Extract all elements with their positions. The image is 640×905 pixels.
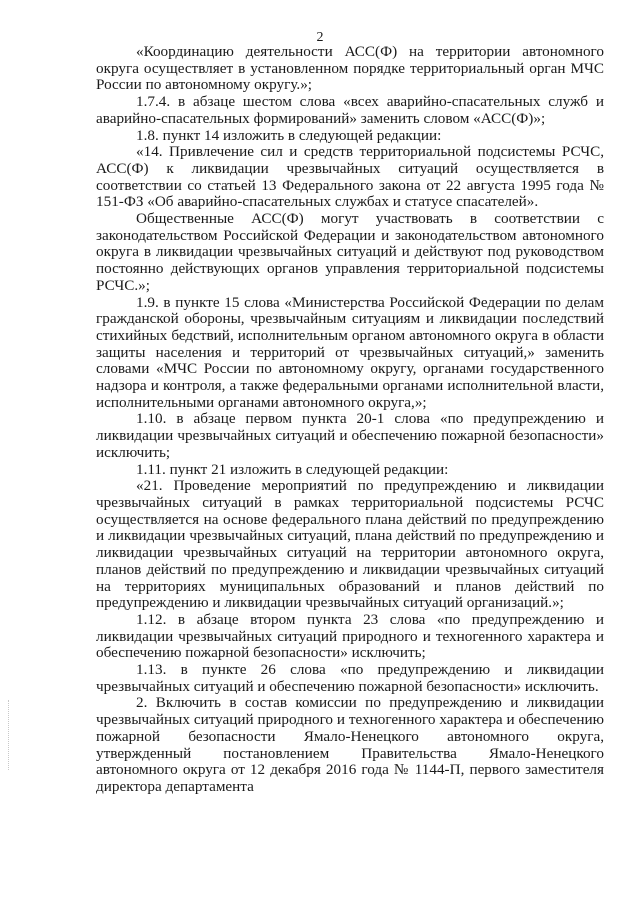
page-number: 2 <box>316 30 324 45</box>
paragraph: 1.7.4. в абзаце шестом слова «всех аварийно-спасательных служб и аварийно-спасательных формирований» заменить словом «АСС(Ф)»; <box>96 93 604 127</box>
paragraph: 1.9. в пункте 15 слова «Министерства Российской Федерации по делам гражданской обороны, чрезвычайным ситуациям и ликвидации последствий стихийных бедствий, исполнительным органом автономного округа в области защиты населения и территорий от чрезвычайных ситуаций,» заменить словами «МЧС России по автономному округу, органами государственного надзора и контроля, а также федеральными органами исполнительной власти, исполнительными органами автономного округа,»; <box>96 293 604 411</box>
paragraph: 2. Включить в состав комиссии по предупреждению и ликвидации чрезвычайных ситуаций природного и техногенного характера и обеспечению пожарной безопасности Ямало-Ненецкого автономного округа, утвержденный постановлением Правительства Ямало-Ненецкого автономного округа от 12 декабря 2016 года № 1144-П, первого заместителя директора департамента <box>96 694 604 795</box>
paragraph: 1.10. в абзаце первом пункта 20-1 слова «по предупреждению и ликвидации чрезвычайных ситуаций и обеспечению пожарной безопасности» исключить; <box>96 410 604 461</box>
paragraph: Общественные АСС(Ф) могут участвовать в соответствии с законодательством Российской Федерации и законодательством автономного округа в ликвидации чрезвычайных ситуаций и действуют под руководством постоянно действующих органов управления территориальной подсистемы РСЧС.»; <box>96 210 604 294</box>
paragraph: 1.12. в абзаце втором пункта 23 слова «по предупреждению и ликвидации чрезвычайных ситуаций природного и техногенного характера и обеспечению пожарной безопасности» исключить; <box>96 610 604 662</box>
scan-margin-marks <box>8 700 11 770</box>
paragraph: 1.8. пункт 14 изложить в следующей редакции: <box>136 126 442 144</box>
paragraph: 1.11. пункт 21 изложить в следующей редакции: <box>136 460 449 478</box>
paragraph: «Координацию деятельности АСС(Ф) на территории автономного округа осуществляет в установленном порядке территориальный орган МЧС России по автономному округу.»; <box>96 43 604 94</box>
paragraph: 1.13. в пункте 26 слова «по предупреждению и ликвидации чрезвычайных ситуаций и обеспечению пожарной безопасности» исключить. <box>96 661 604 695</box>
document-body <box>96 44 604 796</box>
paragraph: «14. Привлечение сил и средств территориальной подсистемы РСЧС, АСС(Ф) к ликвидации чрезвычайных ситуаций осуществляется в соответствии со статьей 13 Федерального закона от 22 августа 1995 года № 151-ФЗ «Об аварийно-спасательных службах и статусе спасателей». <box>96 143 604 211</box>
paragraph: «21. Проведение мероприятий по предупреждению и ликвидации чрезвычайных ситуаций в рамках территориальной подсистемы РСЧС осуществляется на основе федерального плана действий по предупреждению и ликвидации чрезвычайных ситуаций, плана действий по предупреждению и ликвидации чрезвычайных ситуаций на территории автономного округа, планов действий по предупреждению и ликвидации чрезвычайных ситуаций на территориях муниципальных образований и планов действий по предупреждению и ликвидации чрезвычайных ситуаций организаций.»; <box>96 477 604 612</box>
